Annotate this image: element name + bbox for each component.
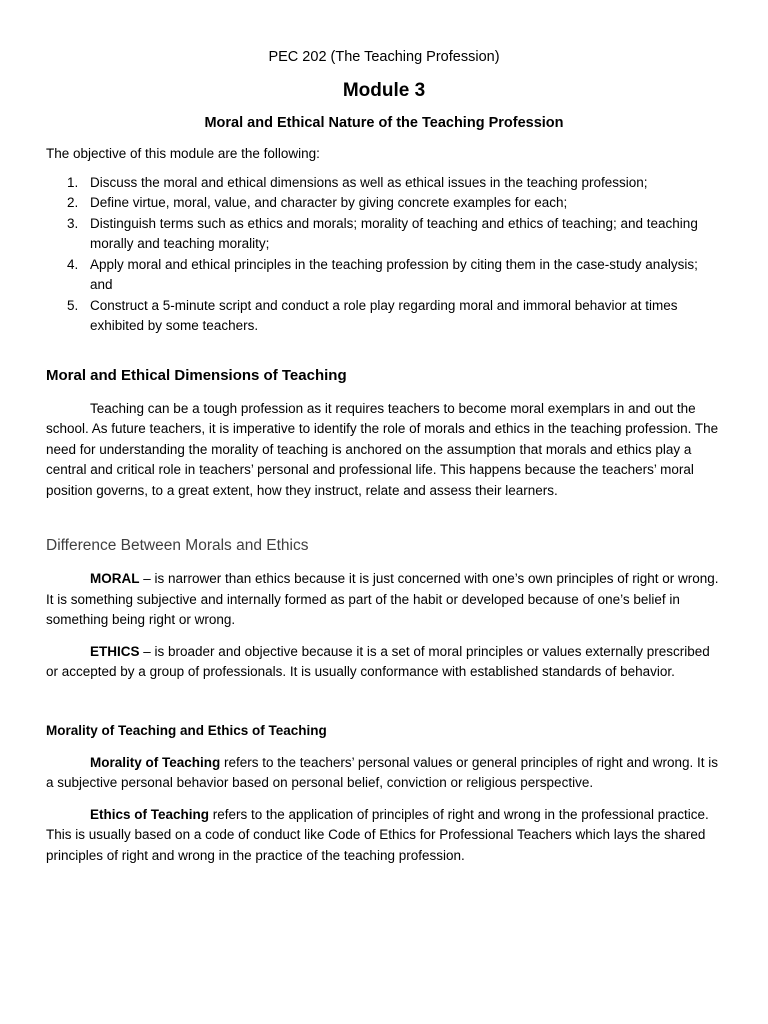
ethics-term: ETHICS (90, 643, 140, 659)
objectives-intro: The objective of this module are the following: (46, 146, 320, 161)
objective-item (46, 296, 722, 337)
module-title: Module 3 (342, 80, 426, 101)
ethics-definition (46, 642, 722, 683)
objective-number: 2. (67, 195, 79, 210)
ethics-text: – is broader and objective because it is a set of moral principles or values externally prescribed or accepted by a group of professionals. It is usually conformance with established standards of behavior. (46, 643, 710, 679)
section-heading-dimensions: Moral and Ethical Dimensions of Teaching (46, 366, 347, 384)
objective-number: 4. (67, 256, 79, 272)
objectives-list (46, 173, 722, 337)
objective-text: Construct a 5-minute script and conduct a role play regarding moral and immoral behavior at times exhibited by some teachers. (90, 297, 678, 333)
objective-text: Define virtue, moral, value, and character by giving concrete examples for each; (90, 195, 568, 210)
objective-text: Apply moral and ethical principles in the teaching profession by citing them in the case-study analysis; and (90, 256, 698, 292)
objective-item (46, 255, 722, 296)
ethics-of-teaching-text: refers to the application of principles of right and wrong in the professional practice. This is usually based on a code of conduct like Code of Ethics for Professional Teachers which lays the shared principles of right and wrong in the practice of the teaching profession. (46, 806, 709, 863)
objective-item (46, 173, 722, 194)
course-title: PEC 202 (The Teaching Profession) (268, 49, 500, 65)
ethics-of-teaching-definition (46, 805, 722, 867)
section-heading-morality: Morality of Teaching and Ethics of Teaching (46, 722, 327, 738)
morality-of-teaching-definition (46, 753, 722, 794)
moral-definition (46, 569, 722, 631)
module-subtitle: Moral and Ethical Nature of the Teaching Profession (204, 115, 564, 131)
objective-text: Discuss the moral and ethical dimensions as well as ethical issues in the teaching profession; (90, 174, 648, 190)
objective-number: 3. (67, 215, 79, 231)
dimensions-paragraph: Teaching can be a tough profession as it requires teachers to become moral exemplars in and out the school. As future teachers, it is imperative to identify the role of morals and ethics in the teaching profession. The need for understanding the morality of teaching is anchored on the assumption that morals and ethics play a central and critical role in teachers’ personal and professional life. This happens because the teachers’ moral position governs, to a great extent, how they instruct, relate and assess their learners. (46, 400, 719, 498)
objective-number: 5. (67, 297, 79, 313)
section-heading-difference: Difference Between Morals and Ethics (46, 537, 309, 554)
objective-item (46, 193, 722, 214)
objective-text: Distinguish terms such as ethics and morals; morality of teaching and ethics of teaching; and teaching morally and teaching morality; (90, 215, 698, 251)
morality-of-teaching-text: refers to the teachers’ personal values or general principles of right and wrong. It is a subjective personal behavior based on personal belief, conviction or religious perspective. (46, 754, 719, 790)
moral-text: – is narrower than ethics because it is just concerned with one’s own principles of right or wrong. It is something subjective and internally formed as part of the habit or developed because of one’s belief in something being right or wrong. (46, 571, 719, 627)
morality-of-teaching-term: Morality of Teaching (90, 754, 221, 770)
ethics-of-teaching-term: Ethics of Teaching (90, 806, 210, 822)
objective-number: 1. (67, 174, 79, 190)
moral-term: MORAL (90, 571, 140, 586)
objective-item (46, 214, 722, 255)
